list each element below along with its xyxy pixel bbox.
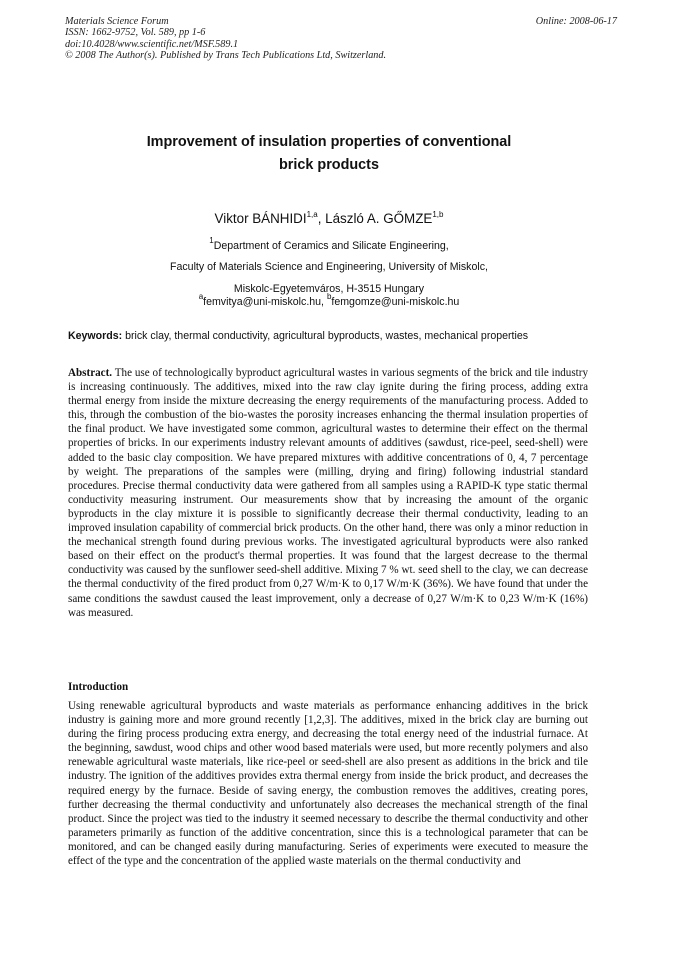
keywords: [68, 330, 608, 342]
author-emails: [80, 292, 578, 308]
abstract: [68, 366, 588, 620]
title-line-2: brick products: [279, 157, 379, 173]
journal-issn: ISSN: 1662-9752, Vol. 589, pp 1-6: [65, 27, 206, 39]
affiliation-line-3: Miskolc-Egyetemváros, H-3515 Hungary: [233, 282, 425, 295]
introduction-heading: Introduction: [68, 681, 129, 693]
journal-header: [65, 16, 617, 62]
author-1: Viktor BÁNHIDI: [214, 211, 307, 226]
title-line-1: Improvement of insulation properties of conventional: [146, 134, 512, 150]
author-2-affil: 1,b: [432, 210, 444, 219]
email-separator: ,: [321, 296, 327, 308]
author-list: [80, 211, 578, 226]
email-b[interactable]: femgomze@uni-miskolc.hu: [331, 296, 460, 308]
journal-name: Materials Science Forum: [65, 16, 169, 27]
keywords-text: brick clay, thermal conductivity, agricultural byproducts, wastes, mechanical properties: [122, 330, 529, 342]
online-date: Online: 2008-06-17: [535, 16, 617, 27]
author-2: László A. GŐMZE: [325, 211, 433, 226]
email-a-marker: a: [198, 292, 204, 301]
affiliation: [80, 236, 578, 300]
affiliation-line-2: Faculty of Materials Science and Engineering, University of Miskolc,: [170, 261, 488, 274]
paper-title: [80, 131, 578, 177]
affiliation-marker: 1: [209, 236, 214, 245]
author-separator: ,: [317, 211, 326, 226]
introduction-text: Using renewable agricultural byproducts and waste materials as performance enhancing additives in the brick industry is gaining more and more ground recently [1,2,3]. The additives, mixed in the brick clay are burning out during the firing process producing extra energy, and decreasing the total energy need of the industrial furnace. At the beginning, sawdust, wood chips and other wood based materials were used, but more recently polymers and also renewable agricultural waste materials, like rice-peel or seed-shell are also present as additions in the brick and tile industry. The ignition of the additives provides extra thermal energy from inside the brick product, and decreases the required energy by the furnace. Beside of saving energy, the combustion removes the additives, creating pores, further decreasing the thermal conductivity and unfortunately also decreases the mechanical strength of the final product. Since the project was tied to the industry it seemed necessary to describe the thermal conductivity and other parameters primarily as function of the additive concentration, since this is a technological parameter that can be monitored, and can be changed easily during manufacturing. Series of experiments were executed to measure the effect of the type and the concentration of the applied waste materials on the thermal conductivity and: [68, 700, 588, 868]
abstract-text: The use of technologically byproduct agricultural wastes in various segments of the brick and tile industry is increasing continuously. The additives, mixed into the raw clay ignite during the firing process, adding extra thermal energy from inside the mixture decreasing the energy requirements of the manufacturing process. Added to this, through the combustion of the bio-wastes the porosity increases enhancing the thermal insulation properties of the final product. We have investigated some common, agricultural wastes to determine their effect on the thermal properties of bricks. In our experiments industry relevant amounts of additives (sawdust, rice-peel, seed-shell) were added to the basic clay composition. We have prepared mixtures with additive concentrations of 0, 4, 7 percentage by weight. The preparations of the samples were (milling, drying and firing) following industrial standard procedures. Precise thermal conductivity data were gathered from all samples using a RAPID-K type static thermal conductivity measuring instrument. Our measurements show that by increasing the amount of the organic byproducts in the clay mixture it is possible to significantly decrease their thermal conductivity, leading to an improved insulation capability of commercial brick products. On the other hand, there was only a minor reduction in the mechanical strength found during previous works. The investigated agricultural byproducts were also ranked based on their effect on the product's thermal properties. It was found that the largest decrease to the thermal conductivity was caused by the sunflower seed-shell additive. Mixing 7 % wt. seed shell to the clay, we can decrease the thermal conductivity of the fired product from 0,27 W/m·K to 0,17 W/m·K (36%). We have found that under the same conditions the sawdust caused the least improvement, only a decrease of 0,27 W/m·K to 0,23 W/m·K (16%) was measured.: [68, 367, 588, 619]
affiliation-line-1: Department of Ceramics and Silicate Engineering,: [213, 240, 449, 252]
email-a[interactable]: femvitya@uni-miskolc.hu: [203, 296, 322, 308]
email-b-marker: b: [326, 292, 332, 301]
abstract-label: Abstract.: [68, 367, 113, 379]
author-1-affil: 1,a: [306, 210, 318, 219]
journal-copyright: © 2008 The Author(s). Published by Trans Tech Publications Ltd, Switzerland.: [65, 50, 387, 62]
keywords-label: Keywords:: [68, 330, 123, 342]
journal-info: [65, 16, 617, 62]
journal-doi: doi:10.4028/www.scientific.net/MSF.589.1: [65, 38, 239, 50]
